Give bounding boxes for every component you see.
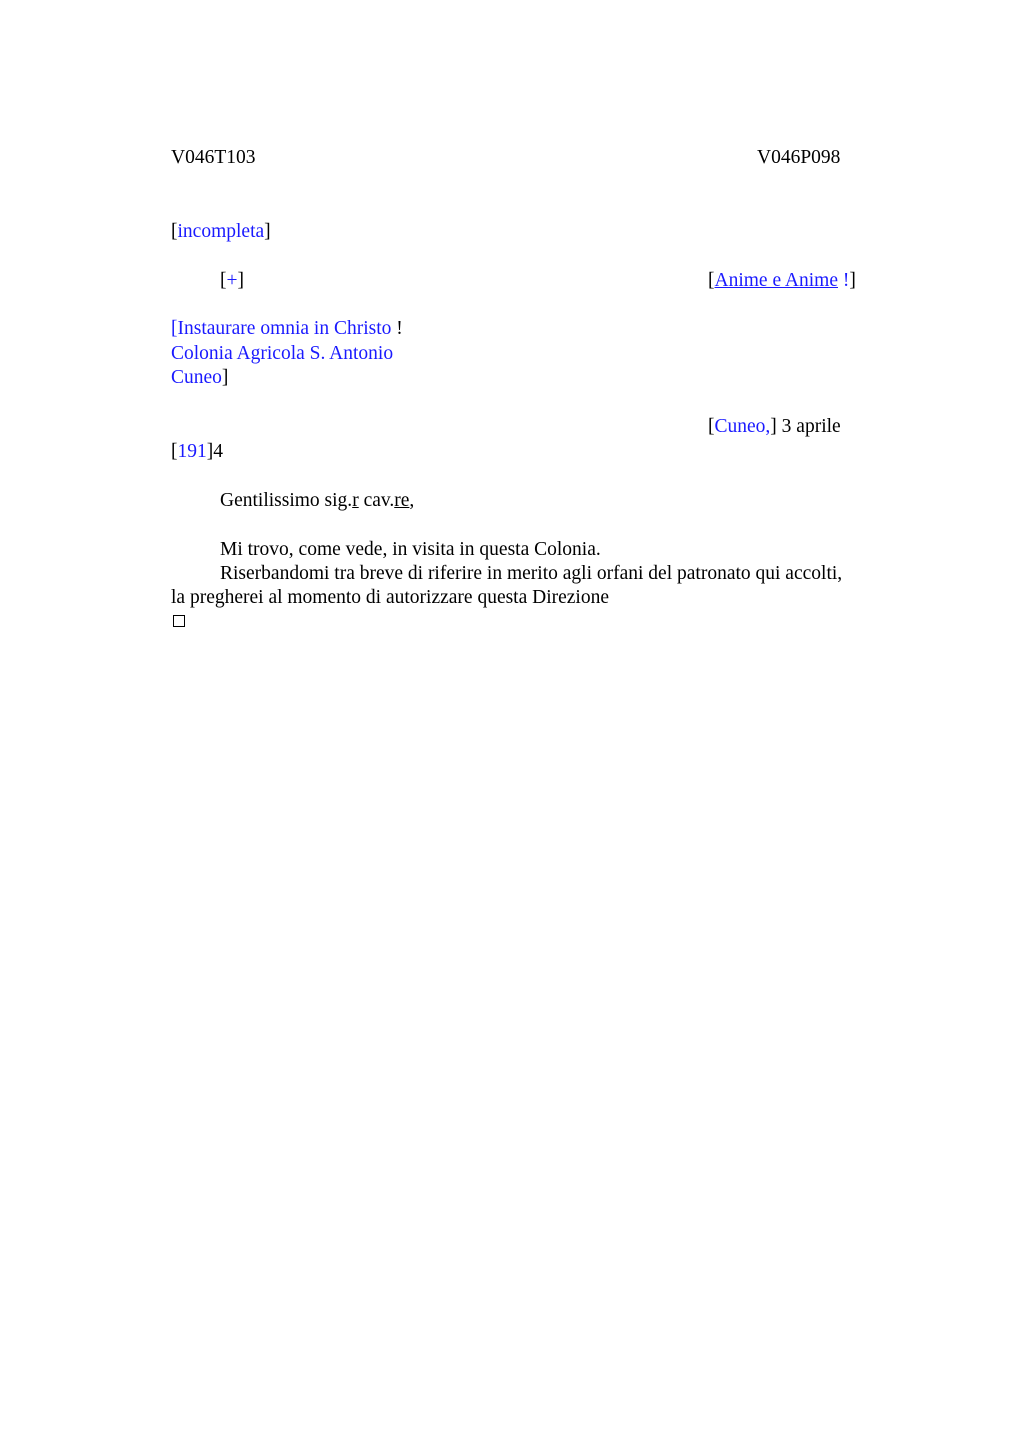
- dateline: [708, 415, 841, 439]
- bracket-close: ]: [237, 270, 244, 291]
- bracket-close: ]: [221, 367, 229, 388]
- dateline-place: Cuneo,: [714, 416, 771, 437]
- body-line-2: Riserbandomi tra breve di riferire in merito agli orfani del patronato qui accolti,: [220, 563, 843, 584]
- motto-exclamation: !: [837, 270, 850, 291]
- letterhead-motto-tail: !: [391, 318, 403, 339]
- salutation-abbrev-1: r: [352, 490, 359, 511]
- letterhead-line-1: [171, 317, 403, 341]
- letterhead-motto: [Instaurare omnia in Christo: [171, 318, 392, 339]
- salutation-part-3: ,: [409, 490, 415, 511]
- cross-symbol: +: [226, 270, 238, 291]
- letterhead-city: Cuneo: [171, 367, 222, 388]
- bracket-open: [: [708, 270, 715, 291]
- letterhead-line-3: [171, 366, 228, 390]
- letterhead-line-2: Colonia Agricola S. Antonio: [171, 343, 394, 364]
- status-label: incompleta: [177, 221, 265, 242]
- end-marker-box: [173, 615, 185, 627]
- document-code-left: V046T103: [171, 147, 256, 168]
- salutation-part-2: cav.: [358, 490, 395, 511]
- cross-mark: [220, 269, 244, 293]
- bracket-close: ]: [264, 221, 271, 242]
- dateline-date: ] 3 aprile: [770, 416, 841, 437]
- status-note: [171, 220, 271, 244]
- salutation-abbrev-2: re: [394, 490, 410, 511]
- bracket-open: [: [171, 441, 178, 462]
- motto: [708, 269, 856, 293]
- bracket-close: ]: [849, 270, 856, 291]
- year-rest: ]4: [206, 441, 223, 462]
- bracket-open: [: [708, 416, 715, 437]
- body-line-1: Mi trovo, come vede, in visita in questa Colonia.: [220, 539, 601, 560]
- bracket-open: [: [171, 221, 178, 242]
- salutation: [220, 489, 414, 513]
- dateline-year: [171, 440, 223, 464]
- body-line-3: la pregherei al momento di autorizzare questa Direzione: [171, 587, 610, 608]
- document-code-right: V046P098: [757, 147, 841, 168]
- year-fill: 191: [177, 441, 207, 462]
- salutation-part-1: Gentilissimo sig.: [220, 490, 353, 511]
- motto-link[interactable]: Anime e Anime: [714, 270, 838, 291]
- bracket-open: [: [220, 270, 227, 291]
